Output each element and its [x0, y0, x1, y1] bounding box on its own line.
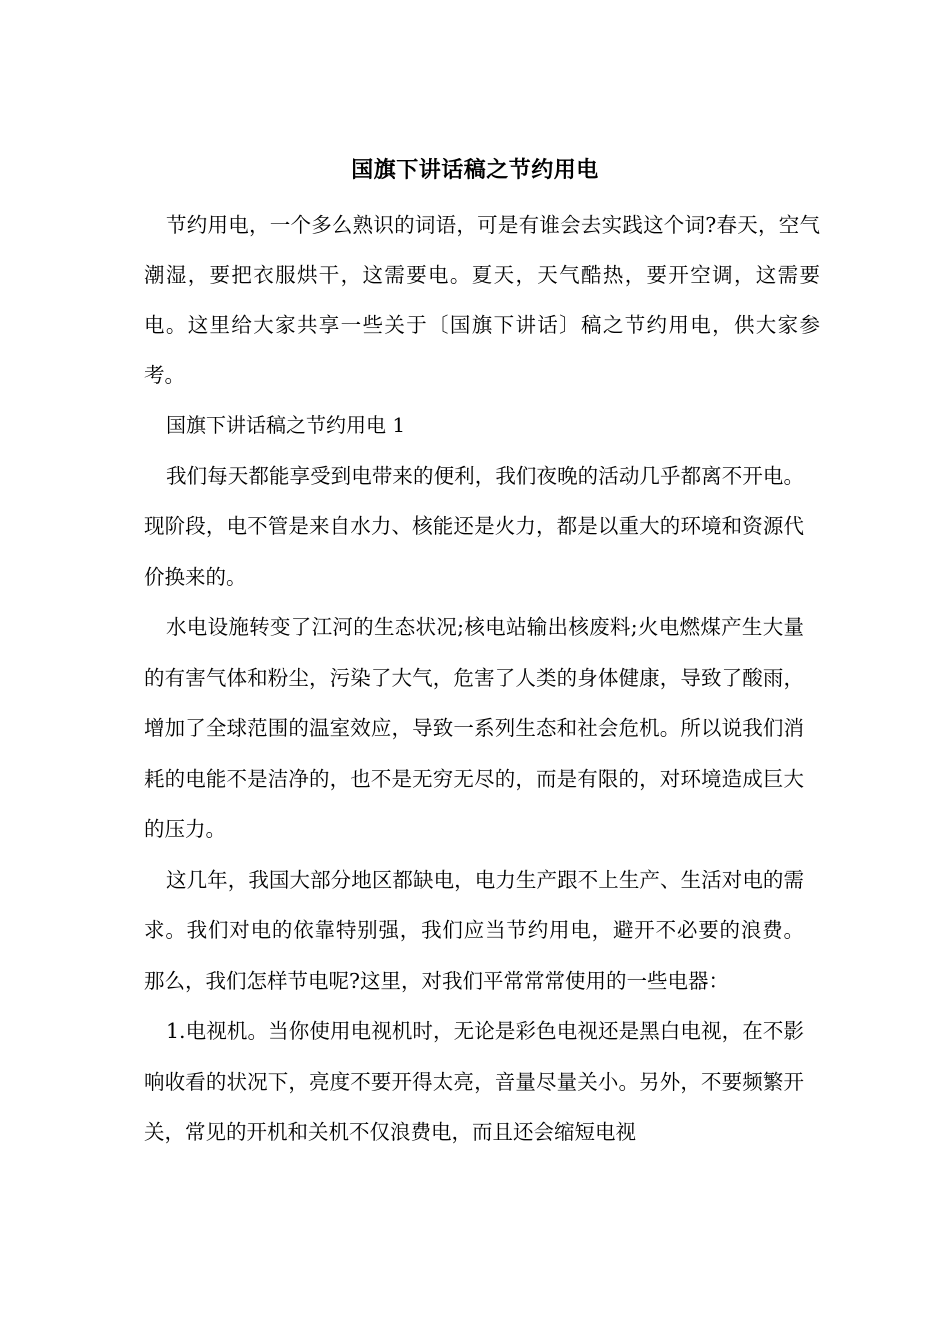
body-paragraph: 我们每天都能享受到电带来的便利，我们夜晚的活动几乎都离不开电。现阶段，电不管是来自水力、核能还是火力，都是以重大的环境和资源代价换来的。 [144, 463, 804, 589]
body-paragraph: 水电设施转变了江河的生态状况;核电站输出核废料;火电燃煤产生大量的有害气体和粉尘，污染了大气，危害了人类的身体健康，导致了酸雨，增加了全球范围的温室效应，导致一系列生态和社会危机。所以说我们消耗的电能不是洁净的，也不是无穷无尽的，而是有限的，对环境造成巨大的压力。 [144, 615, 804, 841]
document-title: 国旗下讲话稿之节约用电 [351, 157, 599, 183]
document-body [144, 200, 820, 1158]
intro-paragraph: 节约用电，一个多么熟识的词语，可是有谁会去实践这个词?春天，空气潮湿，要把衣服烘干，这需要电。夏天，天气酷热，要开空调，这需要电。这里给大家共享一些关于〔国旗下讲话〕稿之节约用电，供大家参考。 [144, 213, 820, 387]
section-heading: 国旗下讲话稿之节约用电 1 [166, 413, 406, 437]
body-paragraph: 这几年，我国大部分地区都缺电，电力生产跟不上生产、生活对电的需求。我们对电的依靠特别强，我们应当节约用电，避开不必要的浪费。 那么，我们怎样节电呢?这里，对我们平常常常使用的一些电器： [144, 867, 804, 993]
body-paragraph: 1.电视机。当你使用电视机时，无论是彩色电视还是黑白电视，在不影响收看的状况下，亮度不要开得太亮，音量尽量关小。另外，不要频繁开关，常见的开机和关机不仅浪费电，而且还会缩短电视 [144, 1019, 804, 1144]
